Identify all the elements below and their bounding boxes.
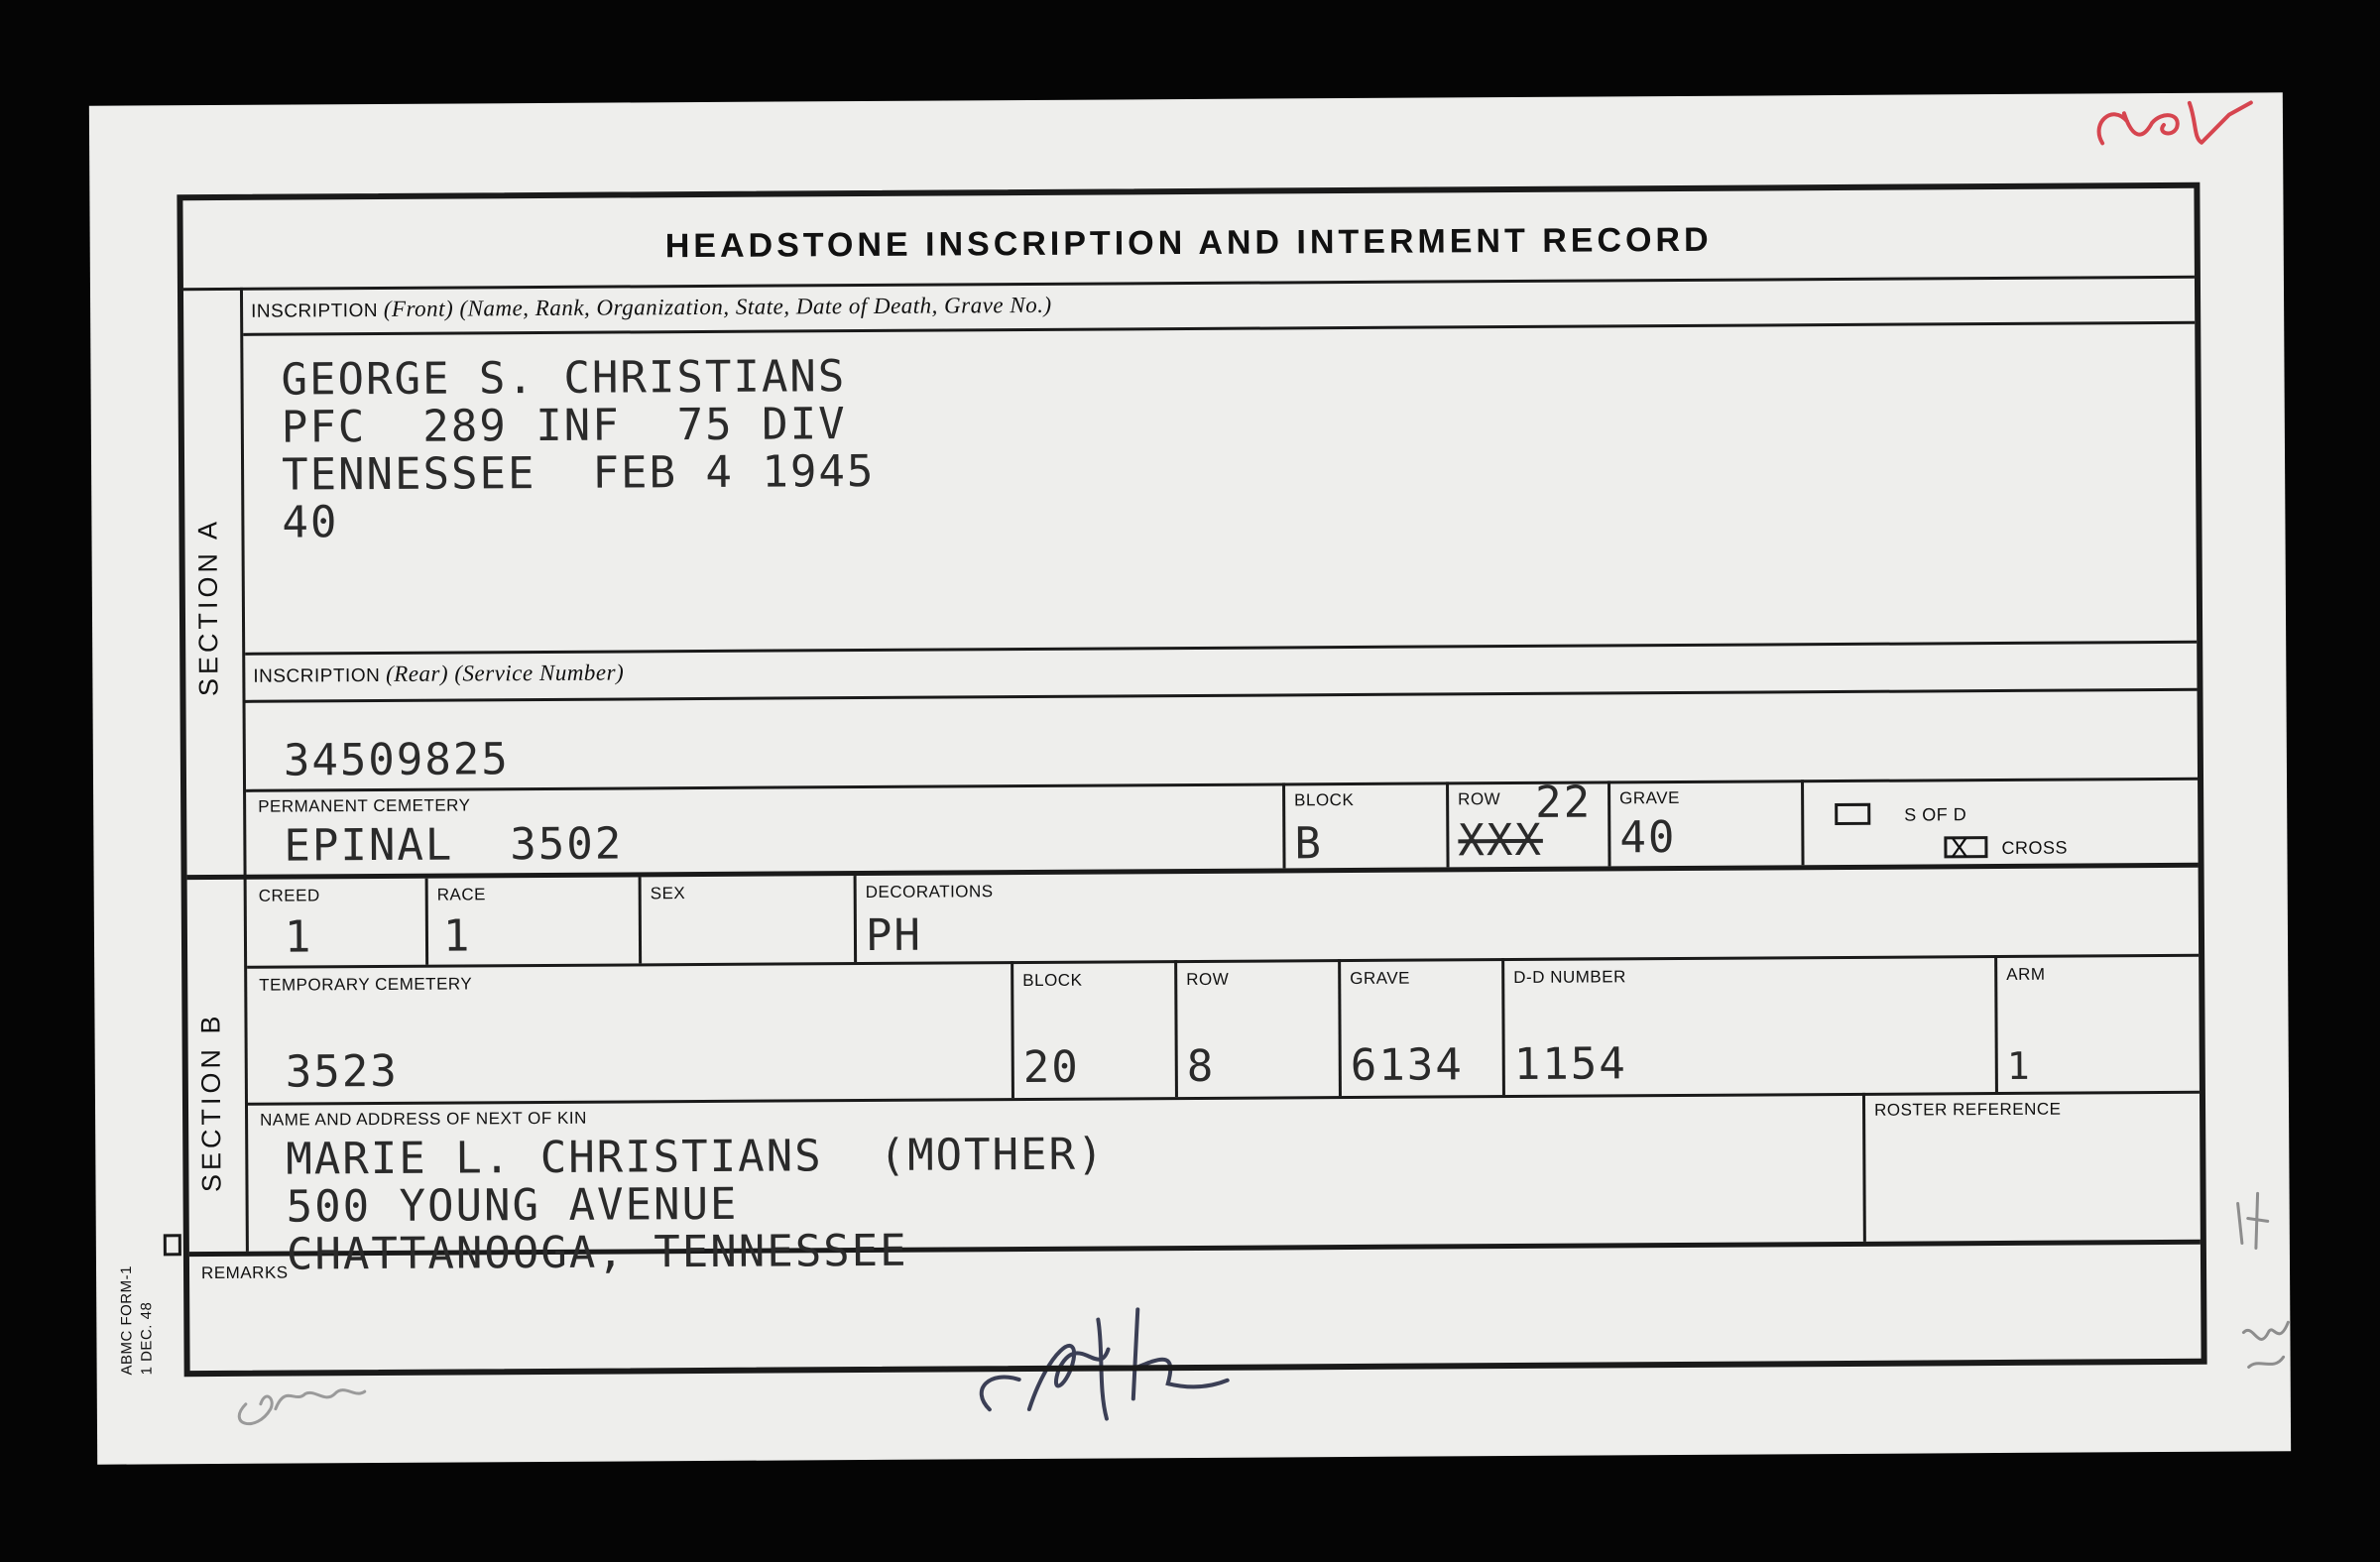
perm-row-struck: XXX bbox=[1458, 814, 1544, 867]
perm-row-label: ROW bbox=[1458, 789, 1501, 809]
pencil-marks-right bbox=[2218, 1183, 2299, 1401]
next-of-kin-label: NAME AND ADDRESS OF NEXT OF KIN bbox=[260, 1108, 587, 1130]
next-of-kin-line: CHATTANOOGA, TENNESSEE bbox=[286, 1225, 908, 1280]
inscription-front-text bbox=[281, 353, 875, 547]
next-of-kin-line: 500 YOUNG AVENUE bbox=[286, 1178, 739, 1233]
section-a-label: SECTION A bbox=[192, 517, 224, 697]
cross-checkbox bbox=[1944, 832, 1987, 864]
service-number: 34509825 bbox=[283, 734, 510, 786]
form-id-line1: ABMC FORM-1 bbox=[117, 1265, 136, 1376]
perm-block-label: BLOCK bbox=[1294, 789, 1355, 810]
temp-grave-value: 6134 bbox=[1350, 1039, 1464, 1092]
form-id-checkbox bbox=[164, 1234, 181, 1256]
permanent-cemetery-value: EPINAL 3502 bbox=[284, 818, 624, 872]
inscription-line: TENNESSEE FEB 4 1945 bbox=[281, 445, 876, 501]
next-of-kin-text bbox=[286, 1129, 1106, 1280]
interment-form bbox=[177, 182, 2206, 1377]
inscription-line: PFC 289 INF 75 DIV bbox=[281, 399, 847, 453]
temp-block-label: BLOCK bbox=[1022, 970, 1083, 991]
perm-grave-value: 40 bbox=[1619, 812, 1677, 864]
section-b-label: SECTION B bbox=[195, 1012, 227, 1193]
cross-label: CROSS bbox=[2001, 837, 2069, 859]
perm-grave-label: GRAVE bbox=[1619, 787, 1680, 808]
creed-label: CREED bbox=[258, 886, 320, 905]
race-label: RACE bbox=[436, 885, 486, 904]
temporary-cemetery-label: TEMPORARY CEMETERY bbox=[259, 974, 473, 995]
temporary-cemetery-value: 3523 bbox=[285, 1045, 399, 1098]
next-of-kin-line: MARIE L. CHRISTIANS (MOTHER) bbox=[286, 1129, 1106, 1185]
form-id-line2: 1 DEC. 48 bbox=[138, 1301, 156, 1376]
race-value: 1 bbox=[442, 910, 472, 962]
decorations-label: DECORATIONS bbox=[865, 882, 994, 902]
remarks-label: REMARKS bbox=[200, 1262, 289, 1283]
s-of-d-checkbox bbox=[1835, 803, 1870, 825]
temp-row-label: ROW bbox=[1186, 969, 1230, 990]
dd-number-value: 1154 bbox=[1513, 1038, 1627, 1091]
record-card bbox=[89, 92, 2291, 1464]
temp-block-value: 20 bbox=[1022, 1041, 1080, 1094]
decorations-value: PH bbox=[865, 909, 923, 962]
perm-row-value: 22 bbox=[1534, 777, 1593, 828]
red-initials-mark bbox=[2073, 92, 2271, 173]
inscription-line: GEORGE S. CHRISTIANS bbox=[281, 351, 847, 406]
creed-value: 1 bbox=[284, 911, 313, 963]
inscription-front-label: INSCRIPTION (Front) (Name, Rank, Organization, State, Date of Death, Grave No.) bbox=[251, 292, 1052, 322]
arm-value: 1 bbox=[2006, 1043, 2032, 1088]
cross-check-mark: X bbox=[1950, 832, 1969, 864]
permanent-cemetery-label: PERMANENT CEMETERY bbox=[258, 795, 471, 816]
inscription-rear-label: INSCRIPTION (Rear) (Service Number) bbox=[253, 660, 625, 687]
dd-number-label: D-D NUMBER bbox=[1513, 967, 1626, 988]
temp-row-value: 8 bbox=[1186, 1040, 1216, 1093]
form-title: HEADSTONE INSCRIPTION AND INTERMENT RECORD bbox=[664, 220, 1713, 266]
temp-grave-label: GRAVE bbox=[1350, 968, 1411, 989]
roster-reference-label: ROSTER REFERENCE bbox=[1873, 1099, 2062, 1120]
s-of-d-label: S OF D bbox=[1904, 804, 1967, 825]
inscription-line: 40 bbox=[282, 497, 339, 548]
sex-label: SEX bbox=[650, 884, 686, 903]
arm-label: ARM bbox=[2006, 964, 2046, 984]
perm-block-value: B bbox=[1294, 818, 1324, 870]
